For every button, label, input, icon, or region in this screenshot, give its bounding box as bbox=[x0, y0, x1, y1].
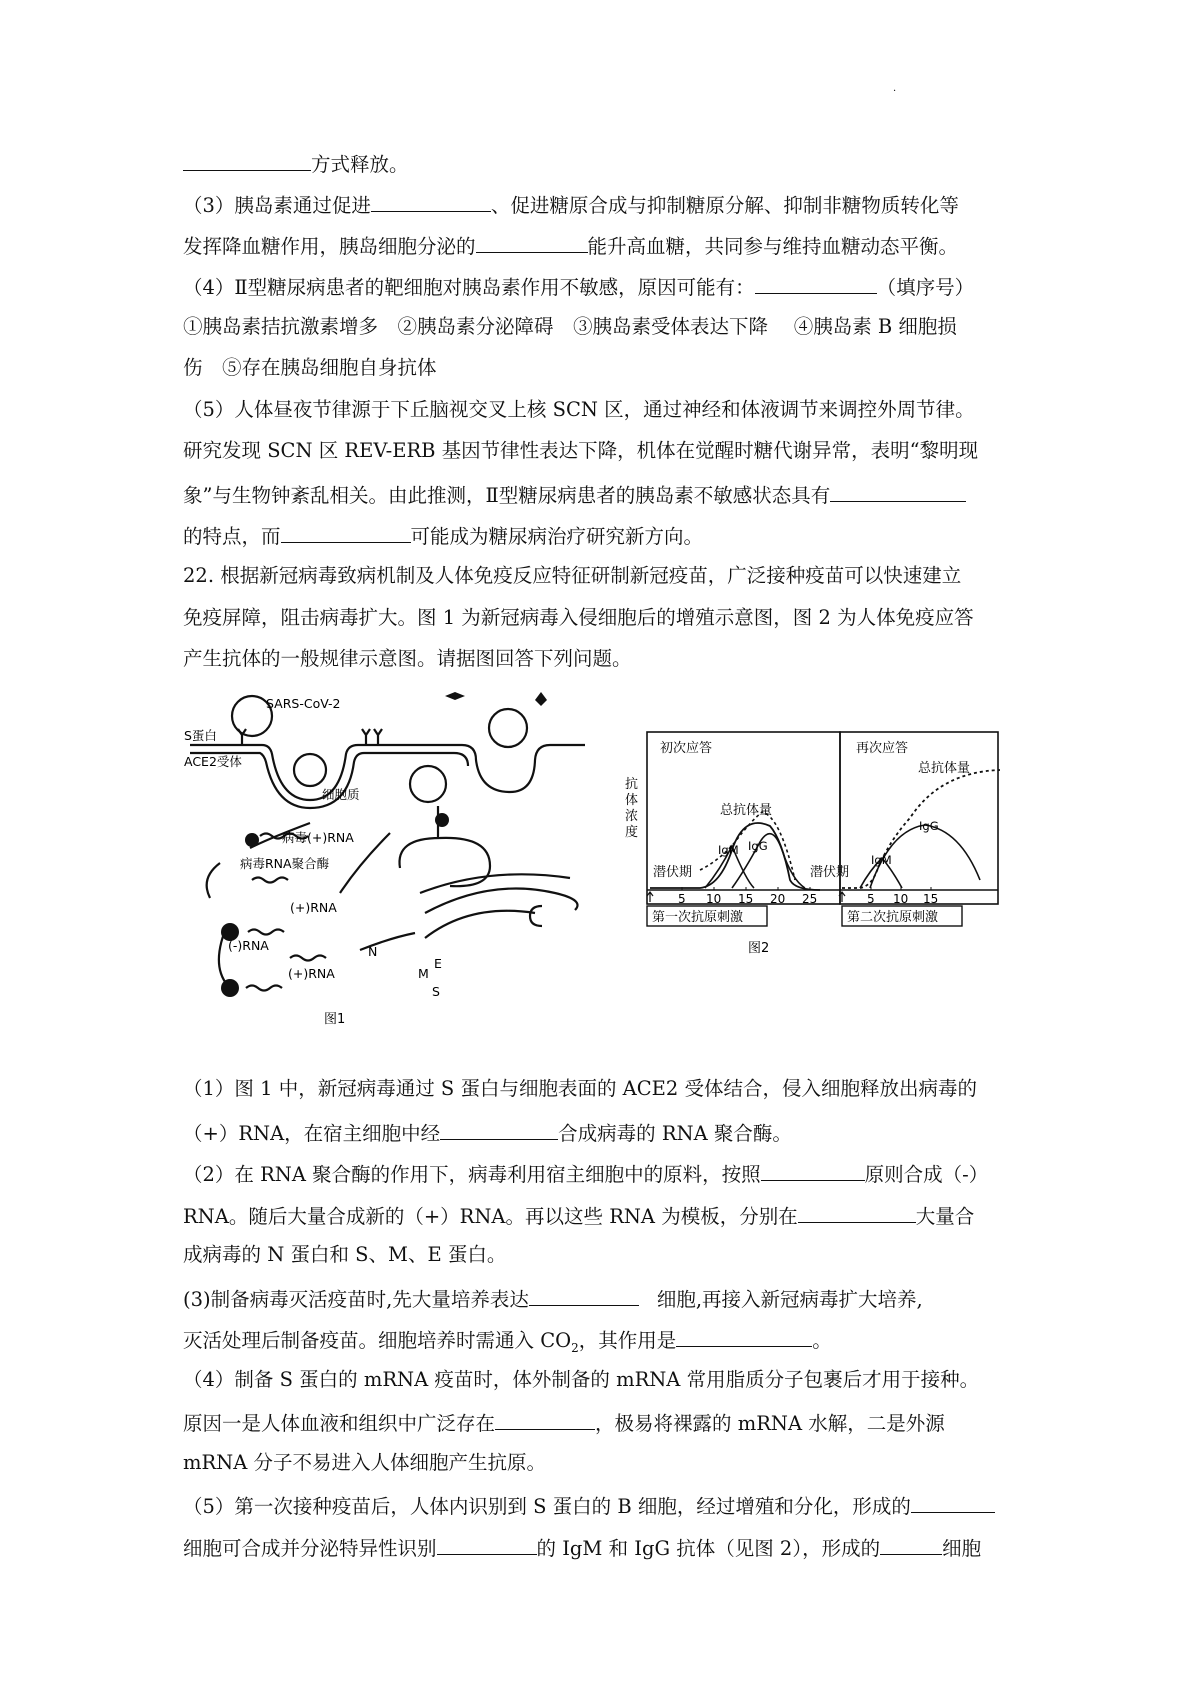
answer-blank[interactable] bbox=[761, 1158, 865, 1181]
axis-tick-label: 25 bbox=[802, 892, 818, 906]
n-protein-label: N bbox=[368, 944, 378, 959]
answer-blank[interactable] bbox=[495, 1407, 595, 1430]
q22-intro-line-1: 22. 根据新冠病毒致病机制及人体免疫反应特征研制新冠疫苗，广泛接种疫苗可以快速建立 bbox=[183, 564, 962, 587]
q21-part5-line-3: 象”与生物钟紊乱相关。由此推测，Ⅱ型糖尿病患者的胰岛素不敏感状态具有 bbox=[183, 479, 966, 510]
answer-blank[interactable] bbox=[440, 1117, 558, 1140]
q22-part4-line-1: （4）制备 S 蛋白的 mRNA 疫苗时，体外制备的 mRNA 常用脂质分子包裹后才用于接种。 bbox=[183, 1368, 980, 1391]
total-antibody-label-1: 总抗体量 bbox=[720, 803, 773, 818]
figure-2-caption: 图2 bbox=[748, 941, 770, 956]
q22-part1-line-2: （+）RNA，在宿主细胞中经 合成病毒的 RNA 聚合酶。 bbox=[183, 1117, 792, 1148]
answer-blank[interactable] bbox=[755, 271, 877, 294]
q22-part5-line-2: 细胞可合成并分泌特异性识别 的 IgM 和 IgG 抗体（见图 2），形成的 细胞 bbox=[183, 1532, 981, 1563]
q21-options-line-2: 伤 ⑤存在胰岛细胞自身抗体 bbox=[183, 356, 437, 379]
polymerase-label: 病毒RNA聚合酶 bbox=[240, 856, 330, 871]
q22-part3-line-1: (3)制备病毒灭活疫苗时,先大量培养表达 细胞,再接入新冠病毒扩大培养, bbox=[183, 1283, 923, 1314]
axis-tick-label: 10 bbox=[893, 892, 909, 906]
s-protein-label: S蛋白 bbox=[184, 728, 217, 743]
minus-rna-label: (-)RNA bbox=[228, 938, 269, 953]
secondary-response-label: 再次应答 bbox=[856, 741, 909, 756]
s-protein-mark: S bbox=[432, 984, 440, 999]
ace2-label: ACE2受体 bbox=[184, 754, 242, 769]
q22-part3-line-2: 灭活处理后制备疫苗。细胞培养时需通入 $CO_2$，其作用是 。 bbox=[183, 1324, 832, 1362]
stimulus-1-label: 第一次抗原刺激 bbox=[652, 910, 744, 925]
q21-options-line-1: ①胰岛素拮抗激素增多 ②胰岛素分泌障碍 ③胰岛素受体表达下降 ④胰岛素 B 细胞损 bbox=[183, 315, 957, 338]
q21-part5-line-2: 研究发现 SCN 区 REV-ERB 基因节律性表达下降，机体在觉醒时糖代谢异常，表明“黎明现 bbox=[183, 439, 979, 462]
q22-part4-line-2: 原因一是人体血液和组织中广泛存在 ，极易将裸露的 mRNA 水解，二是外源 bbox=[183, 1407, 945, 1438]
q21-part4-line-1: （4）Ⅱ型糖尿病患者的靶细胞对胰岛素作用不敏感，原因可能有： （填序号） bbox=[183, 271, 974, 302]
corner-mark: · bbox=[893, 86, 897, 97]
q22-intro-line-3: 产生抗体的一般规律示意图。请据图回答下列问题。 bbox=[183, 647, 632, 670]
answer-blank[interactable] bbox=[676, 1324, 812, 1347]
latent-period-label-1: 潜伏期 bbox=[653, 865, 693, 880]
y-label-2: 体 bbox=[625, 793, 639, 808]
axis-tick-label: 5 bbox=[678, 892, 686, 906]
answer-blank[interactable] bbox=[529, 1283, 639, 1306]
y-label-3: 浓 bbox=[625, 809, 639, 824]
igg-label-2: IgG bbox=[919, 819, 939, 833]
answer-blank[interactable] bbox=[798, 1200, 916, 1223]
primary-response-label: 初次应答 bbox=[660, 741, 713, 756]
plus-rna-label-1: (+)RNA bbox=[290, 900, 337, 915]
q21-part5-line-1: （5）人体昼夜节律源于下丘脑视交叉上核 SCN 区，通过神经和体液调节来调控外周节律。 bbox=[183, 398, 975, 421]
answer-blank[interactable] bbox=[183, 148, 311, 171]
q21-part3-line-1: （3）胰岛素通过促进 、促进糖原合成与抑制糖原分解、抑制非糖物质转化等 bbox=[183, 189, 959, 220]
q21-part5-line-4: 的特点，而 可能成为糖尿病治疗研究新方向。 bbox=[183, 520, 703, 551]
axis-tick-label: 15 bbox=[738, 892, 754, 906]
answer-blank[interactable] bbox=[830, 479, 966, 502]
latent-period-label-2: 潜伏期 bbox=[810, 865, 850, 880]
q22-part5-line-1: （5）第一次接种疫苗后，人体内识别到 S 蛋白的 B 细胞，经过增殖和分化，形成的 bbox=[183, 1490, 995, 1521]
igm-label-2: IgM bbox=[871, 853, 892, 867]
answer-blank[interactable] bbox=[281, 520, 411, 543]
cytoplasm-label: 细胞质 bbox=[322, 787, 360, 802]
answer-blank[interactable] bbox=[911, 1490, 995, 1513]
virus-label: SARS-CoV-2 bbox=[266, 696, 341, 711]
q22-part2-line-3: 成病毒的 N 蛋白和 S、M、E 蛋白。 bbox=[183, 1243, 507, 1266]
plus-rna-label-2: (+)RNA bbox=[288, 966, 335, 981]
answer-blank[interactable] bbox=[880, 1532, 942, 1555]
axis-tick-label: 20 bbox=[770, 892, 786, 906]
answer-blank[interactable] bbox=[371, 189, 491, 212]
figure-2-antibody-response bbox=[620, 730, 1010, 970]
q21-part3-line-2: 发挥降血糖作用，胰岛细胞分泌的 能升高血糖，共同参与维持血糖动态平衡。 bbox=[183, 230, 958, 261]
igm-label-1: IgM bbox=[718, 843, 739, 857]
axis-tick-label: 10 bbox=[706, 892, 722, 906]
answer-blank[interactable] bbox=[476, 230, 588, 253]
axis-tick-label: 15 bbox=[923, 892, 939, 906]
m-protein-label: M bbox=[418, 966, 429, 981]
q22-part1-line-1: （1）图 1 中，新冠病毒通过 S 蛋白与细胞表面的 ACE2 受体结合，侵入细胞释放出病毒的 bbox=[183, 1077, 978, 1100]
axis-tick-label: 5 bbox=[867, 892, 875, 906]
q22-part2-line-1: （2）在 RNA 聚合酶的作用下，病毒利用宿主细胞中的原料，按照 原则合成（-） bbox=[183, 1158, 988, 1189]
answer-blank[interactable] bbox=[437, 1532, 537, 1555]
stimulus-2-label: 第二次抗原刺激 bbox=[847, 910, 939, 925]
total-antibody-label-2: 总抗体量 bbox=[918, 761, 971, 776]
figure-1-virus-replication bbox=[184, 688, 590, 1028]
virus-plus-rna-label: 病毒(+)RNA bbox=[282, 830, 354, 845]
q22-part4-line-3: mRNA 分子不易进入人体细胞产生抗原。 bbox=[183, 1451, 547, 1474]
y-label-1: 抗 bbox=[625, 777, 639, 792]
y-label-4: 度 bbox=[625, 825, 639, 840]
q22-part2-line-2: RNA。随后大量合成新的（+）RNA。再以这些 RNA 为模板，分别在 大量合 bbox=[183, 1200, 974, 1231]
igg-label-1: IgG bbox=[748, 839, 768, 853]
e-protein-label: E bbox=[434, 956, 442, 971]
q22-intro-line-2: 免疫屏障，阻击病毒扩大。图 1 为新冠病毒入侵细胞后的增殖示意图，图 2 为人体免疫应答 bbox=[183, 606, 974, 629]
q21-line-1: 方式释放。 bbox=[183, 148, 409, 179]
figure-1-caption: 图1 bbox=[324, 1012, 346, 1027]
